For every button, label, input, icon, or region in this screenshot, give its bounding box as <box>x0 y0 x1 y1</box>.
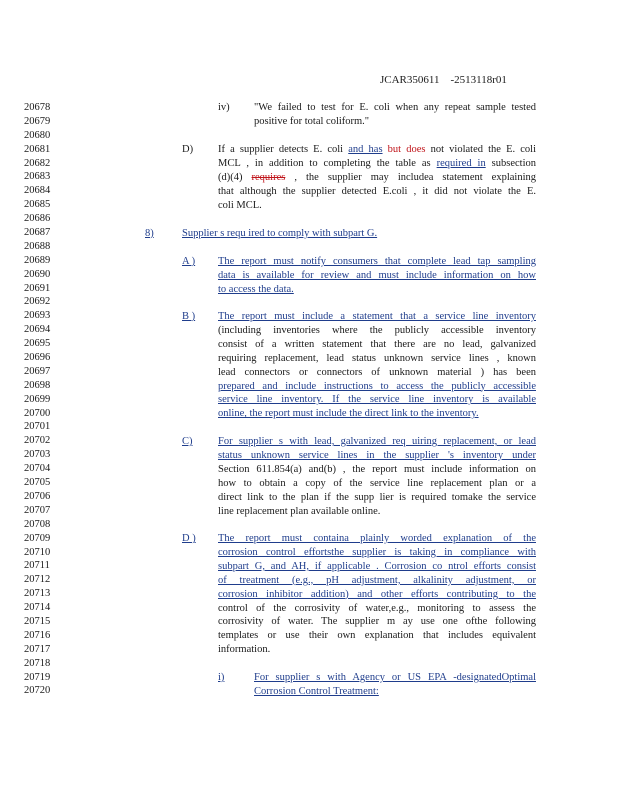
item-8b-line: prepared and include instructions to access the publicly accessible <box>218 380 536 392</box>
document-header <box>380 74 507 86</box>
line-number: 20720 <box>24 685 51 697</box>
inserted-text: and has <box>348 144 383 155</box>
line-number: 20691 <box>24 282 51 294</box>
item-8d-text <box>218 532 536 657</box>
line-number: 20709 <box>24 532 51 544</box>
line-number: 20688 <box>24 240 51 252</box>
line-number: 20699 <box>24 393 51 405</box>
item-8d-line: control of the corrosivity of water,e.g., monitoring to assess the <box>218 602 536 614</box>
line-number: 20695 <box>24 338 51 350</box>
item-8b-text <box>218 310 536 421</box>
line-number: 20704 <box>24 463 51 475</box>
item-8d-line: templates or use their own explanation that includes equivalent <box>218 630 536 642</box>
line-number: 20690 <box>24 268 51 280</box>
line-number: 20710 <box>24 546 51 558</box>
item-8d-i-text <box>254 671 536 699</box>
line-number: 20719 <box>24 671 51 683</box>
item-8d-line: subpart G, and AH, if applicable . Corrosion co ntrol efforts consist <box>218 560 536 572</box>
item-8d-line: corrosivity of water. The supplier m ay use one ofthe following <box>218 616 536 628</box>
line-number: 20687 <box>24 227 51 239</box>
text-run: subsection <box>485 157 536 169</box>
line-number: 20712 <box>24 574 51 586</box>
item-8b-line: service line inventory. If the service line inventory is available <box>218 394 536 406</box>
text-run: not violated the E. coli <box>425 144 536 155</box>
item-8d-line: corrosion control effortsthe supplier is taking in compliance with <box>218 546 536 558</box>
line-number: 20708 <box>24 518 51 530</box>
line-number: 20716 <box>24 629 51 641</box>
item-iv-line: positive for total coliform." <box>254 115 370 127</box>
item-8b-line: (including inventories where the publicly accessible inventory <box>218 324 536 336</box>
item-d-line <box>218 171 536 185</box>
item-8a-marker: A ) <box>182 256 196 267</box>
item-8b-line: lead connectors or connectors of unknown material ) has been <box>218 366 536 378</box>
item-8c-line: status unknown service lines in the supplier 's inventory under <box>218 449 536 461</box>
line-number: 20682 <box>24 157 51 169</box>
item-8c-text <box>218 435 536 518</box>
item-8a-line: to access the data. <box>218 283 294 295</box>
line-number: 20701 <box>24 421 51 433</box>
item-8b-marker: B ) <box>182 311 196 322</box>
inserted-text: required in <box>436 157 486 169</box>
item-8b-line: requiring replacement, lead status unknown service lines , known <box>218 352 536 364</box>
item-d-line: that although the supplier detected E.coli , it did not violate the E. <box>218 185 536 197</box>
line-number: 20697 <box>24 365 51 377</box>
item-8d-i-marker: i) <box>218 672 225 683</box>
item-d-line <box>218 157 536 171</box>
line-number: 20680 <box>24 129 51 141</box>
line-number: 20678 <box>24 102 51 113</box>
red-text: but does <box>382 144 426 155</box>
line-number: 20689 <box>24 254 51 266</box>
item-8c-marker: C) <box>182 436 193 447</box>
line-number: 20703 <box>24 449 51 461</box>
item-8d-line: information. <box>218 644 271 656</box>
line-number: 20694 <box>24 324 51 336</box>
line-number: 20696 <box>24 352 51 364</box>
item-8d-i-line: For supplier s with Agency or US EPA -designatedOptimal <box>254 672 536 683</box>
item-iv-line: "We failed to test for E. coli when any repeat sample tested <box>254 102 536 113</box>
text-run: MCL , in addition to completing the table as <box>218 157 437 169</box>
item-8c-line: Section 611.854(a) and(b) , the report must include information on <box>218 463 536 475</box>
item-iv-text <box>254 101 536 129</box>
line-number-column <box>24 101 50 698</box>
text-run: (d)(4) <box>218 171 252 183</box>
item-8d-line: corrosion inhibitor addition) and other efforts contributing to the <box>218 588 536 600</box>
item-8d-marker: D ) <box>182 533 196 544</box>
document-code: -2513118r01 <box>450 74 507 86</box>
item-8a-line: The report must notify consumers that complete lead tap sampling <box>218 256 536 267</box>
line-number: 20711 <box>24 560 50 572</box>
line-number: 20693 <box>24 310 51 322</box>
item-8-marker: 8) <box>145 228 154 239</box>
line-number: 20700 <box>24 407 51 419</box>
item-d-marker: D) <box>182 144 194 155</box>
item-8a-line: data is available for review and must include information on how <box>218 269 536 281</box>
line-number: 20686 <box>24 213 51 225</box>
line-number: 20684 <box>24 185 51 197</box>
item-8c-line: how to obtain a copy of the service line replacement plan or a <box>218 477 536 489</box>
document-id: JCAR350611 <box>380 74 440 86</box>
line-number: 20683 <box>24 171 51 183</box>
line-number: 20717 <box>24 643 51 655</box>
item-8a-text <box>218 255 536 297</box>
item-8b-line: consist of a written statement that there are no lead, galvanized <box>218 338 536 350</box>
line-number: 20706 <box>24 490 51 502</box>
line-number: 20685 <box>24 199 51 211</box>
item-8b-line: The report must include a statement that a service line inventory <box>218 311 536 322</box>
item-8c-line: line replacement plan available online. <box>218 505 381 517</box>
item-8-title: Supplier s requ ired to comply with subpart G. <box>182 228 378 239</box>
item-8d-line: of treatment (e.g., pH adjustment, alkalinity adjustment, or <box>218 574 536 586</box>
line-number: 20718 <box>24 657 51 669</box>
line-number: 20714 <box>24 602 51 614</box>
line-number: 20692 <box>24 296 51 308</box>
line-number: 20698 <box>24 379 51 391</box>
line-number: 20707 <box>24 504 51 516</box>
item-d-line: coli MCL. <box>218 199 262 211</box>
item-8c-line: For supplier s with lead, galvanized req uiring replacement, or lead <box>218 436 536 447</box>
text-run: , the supplier may includea statement explaining <box>285 171 536 183</box>
item-8d-line: The report must containa plainly worded explanation of the <box>218 533 536 544</box>
item-iv-marker: iv) <box>218 102 230 113</box>
line-number: 20681 <box>24 143 51 155</box>
deleted-text: requires <box>251 171 286 183</box>
line-number: 20713 <box>24 588 51 600</box>
line-number: 20715 <box>24 615 51 627</box>
line-number: 20705 <box>24 477 51 489</box>
item-8d-i-line: Corrosion Control Treatment: <box>254 685 379 697</box>
item-8b-line: online, the report must include the direct link to the inventory. <box>218 408 479 420</box>
text-run: If a supplier detects E. coli <box>218 144 349 155</box>
item-8c-line: direct link to the plan if the supp lier is required tomake the service <box>218 491 536 503</box>
item-d-line <box>218 143 536 157</box>
line-number: 20679 <box>24 115 51 127</box>
line-number: 20702 <box>24 435 51 447</box>
item-d-text <box>218 143 536 213</box>
